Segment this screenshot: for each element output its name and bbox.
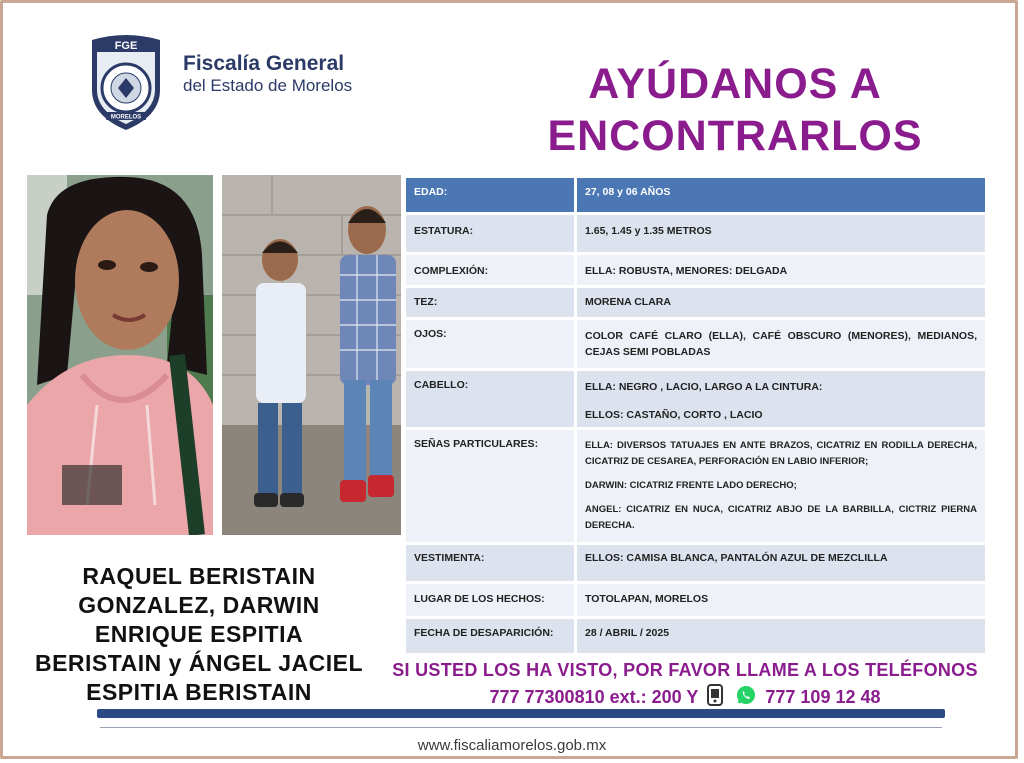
row-lugar	[406, 584, 985, 616]
logo-ring-text: MORELOS	[110, 114, 142, 121]
label-senas: SEÑAS PARTICULARES:	[406, 430, 577, 542]
label-fecha: FECHA DE DESAPARICIÓN:	[406, 619, 577, 653]
website-link[interactable]: www.fiscaliamorelos.gob.mx	[417, 737, 607, 754]
value-tez: MORENA CLARA	[577, 288, 985, 317]
value-estatura: 1.65, 1.45 y 1.35 METROS	[577, 215, 985, 252]
label-estatura: ESTATURA:	[406, 215, 577, 252]
footer-divider	[100, 727, 942, 728]
headline-line2: ENCONTRARLOS	[547, 112, 923, 160]
value-ojos: COLOR CAFÉ CLARO (ELLA), CAFÉ OBSCURO (MENORES), MEDIANOS, CEJAS SEMI POBLADAS	[585, 330, 977, 358]
label-complexion: COMPLEXIÓN:	[406, 255, 577, 285]
label-ojos: OJOS:	[406, 320, 577, 368]
headline-line1: AYÚDANOS A	[588, 60, 882, 108]
value-vestimenta: ELLOS: CAMISA BLANCA, PANTALÓN AZUL DE MEZCLILLA	[577, 545, 985, 581]
row-vestimenta	[406, 545, 985, 581]
headline	[470, 58, 1000, 162]
photo-woman	[27, 175, 213, 535]
missing-persons-names	[14, 562, 384, 707]
value-senas-3: ANGEL: CICATRIZ EN NUCA, CICATRIZ ABJO DE LA BARBILLA, CICTRIZ PIERNA DERECHA.	[585, 504, 977, 531]
row-edad	[406, 178, 985, 212]
label-edad: EDAD:	[406, 178, 577, 212]
label-tez: TEZ:	[406, 288, 577, 317]
details-table	[406, 175, 985, 656]
value-senas-2: DARWIN: CICATRIZ FRENTE LADO DERECHO;	[585, 480, 797, 491]
row-estatura	[406, 215, 985, 252]
row-cabello	[406, 371, 985, 427]
phone-number-1: 777 77300810 ext.: 200 Y	[489, 687, 699, 707]
value-fecha: 28 / ABRIL / 2025	[577, 619, 985, 653]
name-line1: RAQUEL BERISTAIN	[82, 563, 316, 589]
name-line3: ENRIQUE ESPITIA	[94, 621, 304, 647]
row-tez	[406, 288, 985, 317]
org-name-line2: del Estado de Morelos	[183, 76, 353, 95]
value-cabello-2: ELLOS: CASTAÑO, CORTO , LACIO	[585, 409, 763, 421]
name-line5: ESPITIA BERISTAIN	[86, 679, 312, 705]
value-cabello-1: ELLA: NEGRO , LACIO, LARGO A LA CINTURA:	[585, 381, 823, 393]
row-ojos	[406, 320, 985, 368]
row-senas	[406, 430, 985, 542]
phone-line	[380, 684, 990, 711]
value-complexion: ELLA: ROBUSTA, MENORES: DELGADA	[577, 255, 985, 285]
name-line2: GONZALEZ, DARWIN	[78, 592, 320, 618]
label-lugar: LUGAR DE LOS HECHOS:	[406, 584, 577, 616]
value-edad: 27, 08 y 06 AÑOS	[577, 178, 985, 212]
row-fecha	[406, 619, 985, 653]
org-name	[183, 52, 352, 96]
row-complexion	[406, 255, 985, 285]
org-name-line1: Fiscalía General	[183, 52, 345, 75]
phone-number-2: 777 109 12 48	[765, 687, 881, 707]
call-to-action: SI USTED LOS HA VISTO, POR FAVOR LLAME A LOS TELÉFONOS	[392, 660, 978, 680]
fge-shield-logo	[88, 32, 164, 132]
whatsapp-icon	[736, 685, 756, 710]
logo-text: FGE	[114, 40, 138, 52]
footer-bar	[97, 709, 945, 718]
label-cabello: CABELLO:	[406, 371, 577, 427]
value-senas-1: ELLA: DIVERSOS TATUAJES EN ANTE BRAZOS, CICATRIZ EN RODILLA DERECHA, CICATRIZ DE CESAREA, PERFORACIÓN EN LABIO INFERIOR;	[585, 440, 977, 467]
photo-children	[222, 175, 401, 535]
label-vestimenta: VESTIMENTA:	[406, 545, 577, 581]
name-line4: BERISTAIN y ÁNGEL JACIEL	[34, 650, 364, 676]
phone-icon	[707, 684, 723, 711]
value-lugar: TOTOLAPAN, MORELOS	[577, 584, 985, 616]
